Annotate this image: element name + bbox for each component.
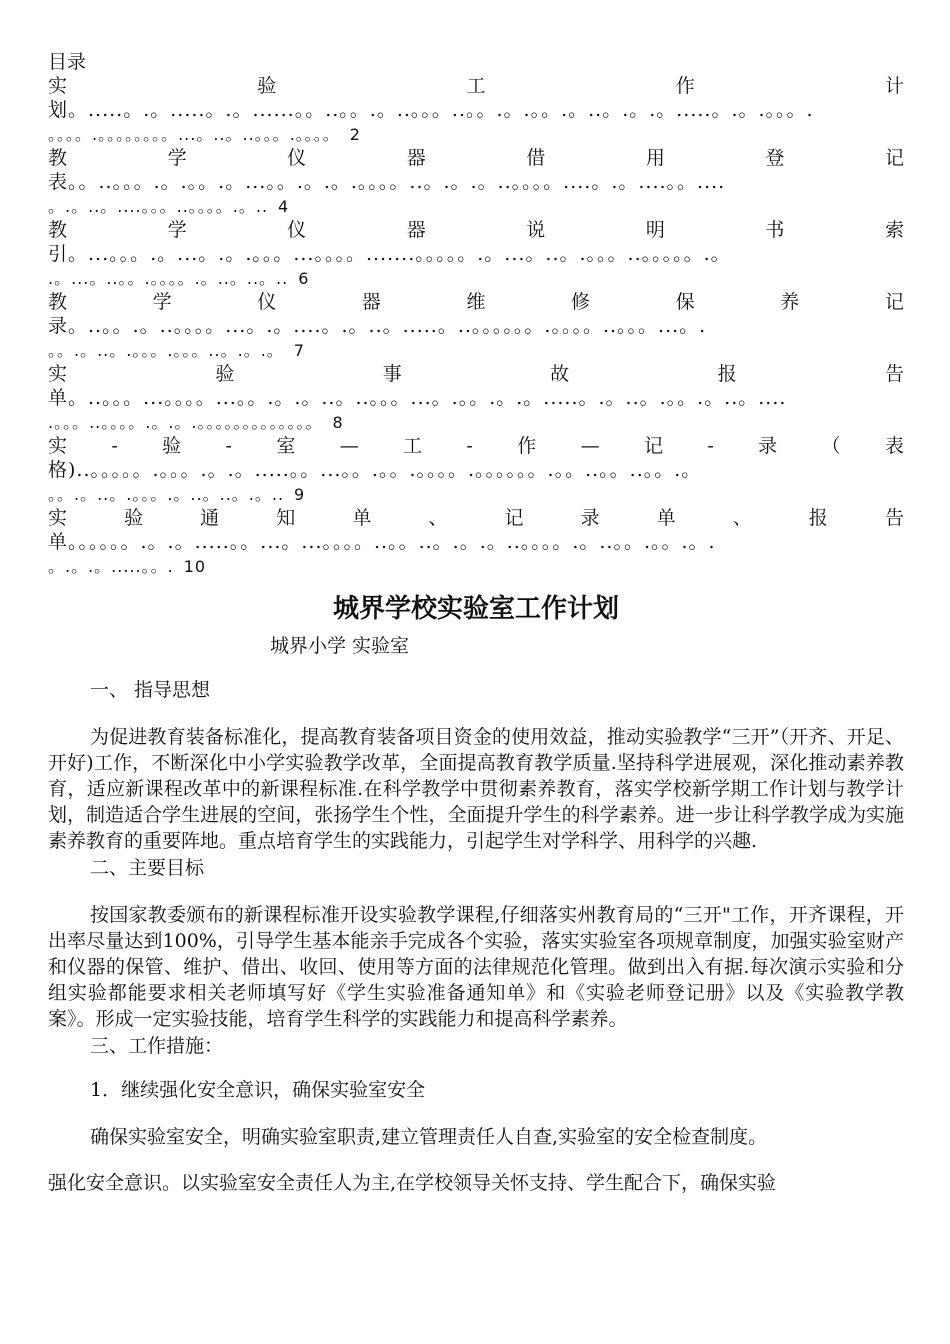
table-of-contents — [48, 74, 904, 578]
paragraph-guiding-ideology: 为促进教育装备标准化，提高教育装备项目资金的使用效益，推动实验教学“三开”（开齐、开足、开好)工作，不断深化中小学实验教学改革，全面提高教育教学质量.坚持科学进展观，深化推动素养教育，适应新课程改革中的新课程标准.在科学教学中贯彻素养教育，落实学校新学期工作计划与教学计划，制造适合学生进展的空间，张扬学生个性，全面提升学生的科学素养。进一步让科学教学成为实施素养教育的重要阵地。重点培育学生的实践能力，引起学生对学科学、用科学的兴趣. — [48, 726, 904, 852]
toc-heading-char: 验 — [124, 507, 144, 529]
toc-heading-char: 养 — [780, 291, 800, 313]
toc-heading-char: 作 — [517, 435, 537, 457]
toc-leader-dots: 。.。..。....。。。..。。。。.。.. — [48, 197, 269, 216]
toc-leader-dots: 划。.....。.。.....。.。......。。..。。.。..。。。..。。.。.。。.。..。.。.。.....。.。.。。。. — [48, 99, 814, 121]
toc-heading-char: 录 — [580, 507, 600, 529]
toc-heading-char: 记 — [643, 435, 663, 457]
toc-heading-char: 仪 — [287, 147, 307, 169]
toc-page-number: 7 — [293, 341, 305, 360]
toc-page-number: 8 — [332, 413, 344, 432]
toc-heading-char: 教 — [48, 219, 68, 241]
toc-heading-char: 作 — [675, 75, 695, 97]
toc-entry[interactable] — [48, 146, 904, 218]
section-heading-3: 三、工作措施： — [90, 1035, 224, 1057]
toc-entry[interactable] — [48, 74, 904, 146]
toc-page-number: 4 — [278, 197, 290, 216]
toc-heading-char: 单 — [656, 507, 676, 529]
toc-page-number: 2 — [349, 125, 361, 144]
toc-entry-heading — [48, 218, 904, 242]
paragraph-safety-2: 强化安全意识。以实验室安全责任人为主,在学校领导关怀支持、学生配合下，确保实验 — [48, 1172, 777, 1194]
toc-heading-char: 知 — [276, 507, 296, 529]
toc-leader-line — [48, 170, 904, 194]
toc-leader-dots: 表。。..。。。.。.。。.。...。。.。.。.。。。。..。.。.。..。。。。....。.。....。。.... — [48, 171, 726, 193]
toc-heading-char: 器 — [361, 291, 381, 313]
toc-heading-char: - — [111, 435, 118, 457]
paragraph-safety-1: 确保实验室安全，明确实验室职责,建立管理责任人自查,实验室的安全检查制度。 — [90, 1126, 768, 1148]
page-title: 城界学校实验室工作计划 — [332, 594, 619, 624]
toc-heading-char: 教 — [48, 291, 68, 313]
toc-heading-char: 索 — [884, 219, 904, 241]
toc-heading-char: 计 — [884, 75, 904, 97]
toc-heading-char: 器 — [406, 219, 426, 241]
toc-heading-char: 单 — [352, 507, 372, 529]
toc-heading-char: 验 — [215, 363, 235, 385]
toc-heading-char: 说 — [526, 219, 546, 241]
toc-heading-char: 工 — [466, 75, 486, 97]
toc-entry-heading — [48, 362, 904, 386]
paragraph-main-goals: 按国家教委颁布的新课程标准开设实验教学课程,仔细落实州教育局的“三开"工作，开齐课程，开出率尽量达到100%，引导学生基本能亲手完成各个实验，落实实验室各项规章制度，加强实验室财产和仪器的保管、维护、借出、收回、使用等方面的法律规范化管理。做到出入有据.每次演示实验和分组实验都能要求相关老师填写好《学生实验准备通知单》和《实验老师登记册》以及《实验教学教案》。形成一定实验技能，培育学生科学的实践能力和提高科学素养。 — [48, 904, 904, 1030]
toc-page-number: 9 — [294, 485, 306, 504]
toc-heading-char: 学 — [152, 291, 172, 313]
toc-heading-char: 表 — [884, 435, 904, 457]
toc-heading-char: 仪 — [287, 219, 307, 241]
toc-leader-dots: 。。。。.。。。。。。。。...。..。..。。。.。。。。 — [48, 125, 340, 144]
section-heading-2: 二、主要目标 — [90, 857, 205, 879]
section-heading-1: 一、 指导思想 — [90, 679, 211, 701]
document-page — [48, 50, 904, 1196]
toc-heading-char: 登 — [765, 147, 785, 169]
toc-entry-heading — [48, 146, 904, 170]
toc-heading-char: 修 — [571, 291, 591, 313]
toc-page-number: 10 — [183, 557, 207, 576]
toc-heading-char: 验 — [162, 435, 182, 457]
toc-heading-char: 记 — [504, 507, 524, 529]
toc-leader-line — [48, 266, 904, 290]
toc-leader-dots: 。。.。..。.。。。.。..。..。.。.. — [48, 485, 285, 504]
toc-leader-dots: 单。..。。。...。。。。...。。.。.。..。..。。。...。.。。.。.。.....。.。..。.。。.。..。.... — [48, 387, 787, 409]
toc-leader-dots: 。。.。..。.。。。.。。。..。.。.。 — [48, 341, 284, 360]
toc-heading-char: - — [225, 435, 232, 457]
toc-heading-char: 维 — [466, 291, 486, 313]
toc-heading-char: 仪 — [257, 291, 277, 313]
toc-entry-heading — [48, 506, 904, 530]
toc-heading-char: 通 — [200, 507, 220, 529]
toc-heading-char: 实 — [48, 75, 68, 97]
toc-heading-char: 学 — [167, 147, 187, 169]
toc-entry-heading — [48, 434, 904, 458]
toc-entry[interactable] — [48, 218, 904, 290]
toc-leader-line — [48, 338, 904, 362]
toc-leader-line — [48, 554, 904, 578]
toc-leader-dots: .。...。..。。.。。。。.。..。..。.. — [48, 269, 289, 288]
toc-leader-dots: 单。。。。。。.。.。.....。。...。...。。。。..。。..。.。.。..。。。。.。..。。.。。.。. — [48, 531, 716, 553]
toc-leader-line — [48, 122, 904, 146]
toc-heading-char: 故 — [550, 363, 570, 385]
toc-heading-char: 借 — [526, 147, 546, 169]
toc-heading-char: 保 — [675, 291, 695, 313]
subsection-heading-safety: 1．继续强化安全意识，确保实验室安全 — [90, 1079, 426, 1101]
toc-heading-char: 记 — [884, 147, 904, 169]
toc-leader-line — [48, 482, 904, 506]
toc-heading-char: 实 — [48, 363, 68, 385]
toc-leader-dots: 。.。.。.....。。. — [48, 557, 174, 576]
toc-heading-char: 报 — [808, 507, 828, 529]
toc-leader-dots: 录。..。。.。..。。。。...。.。....。.。..。.....。..。。。。。。.。。。。..。。。...。. — [48, 315, 707, 337]
toc-heading-char: 事 — [382, 363, 402, 385]
toc-leader-dots: .。。。..。。。。.。.。.。。。。。。。。。。。。。 — [48, 413, 323, 432]
toc-entry[interactable] — [48, 506, 904, 578]
toc-leader-line — [48, 530, 904, 554]
toc-heading-char: （ — [821, 435, 841, 457]
toc-entry[interactable] — [48, 434, 904, 506]
toc-heading-char: 、 — [732, 507, 752, 529]
toc-heading-char: 录 — [758, 435, 778, 457]
toc-leader-line — [48, 314, 904, 338]
toc-heading-char: 验 — [257, 75, 277, 97]
toc-entry-heading — [48, 74, 904, 98]
toc-leader-dots: 格)..。。。。。.。。。.。.。.....。。...。。.。。.。。。。.。。。。。。.。。..。。..。。.。 — [48, 459, 702, 481]
document-subtitle: 城界小学 实验室 — [270, 635, 410, 657]
toc-heading-char: 告 — [884, 363, 904, 385]
toc-heading-char: 实 — [48, 435, 68, 457]
toc-heading-char: 教 — [48, 147, 68, 169]
toc-heading-char: 书 — [765, 219, 785, 241]
toc-page-number: 6 — [298, 269, 310, 288]
toc-entry[interactable] — [48, 362, 904, 434]
toc-heading-char: — — [580, 435, 600, 457]
toc-leader-line — [48, 386, 904, 410]
toc-heading-char: 器 — [406, 147, 426, 169]
toc-leader-line — [48, 242, 904, 266]
toc-heading-char: 室 — [276, 435, 296, 457]
toc-heading-char: 实 — [48, 507, 68, 529]
toc-title: 目录 — [48, 51, 87, 73]
toc-heading-char: 记 — [884, 291, 904, 313]
toc-heading-char: - — [707, 435, 714, 457]
toc-heading-char: 、 — [428, 507, 448, 529]
toc-heading-char: 用 — [645, 147, 665, 169]
toc-heading-char: — — [339, 435, 359, 457]
toc-leader-dots: 引。...。。。.。...。.。.。。。...。。。。.......。。。。。.。...。..。.。。。..。。。。。.。 — [48, 243, 731, 265]
toc-leader-line — [48, 458, 904, 482]
toc-heading-char: 报 — [717, 363, 737, 385]
toc-leader-line — [48, 410, 904, 434]
toc-heading-char: - — [466, 435, 473, 457]
toc-leader-line — [48, 98, 904, 122]
toc-heading-char: 学 — [167, 219, 187, 241]
toc-entry[interactable] — [48, 290, 904, 362]
toc-leader-line — [48, 194, 904, 218]
toc-heading-char: 工 — [403, 435, 423, 457]
toc-entry-heading — [48, 290, 904, 314]
toc-heading-char: 明 — [645, 219, 665, 241]
toc-heading-char: 告 — [884, 507, 904, 529]
